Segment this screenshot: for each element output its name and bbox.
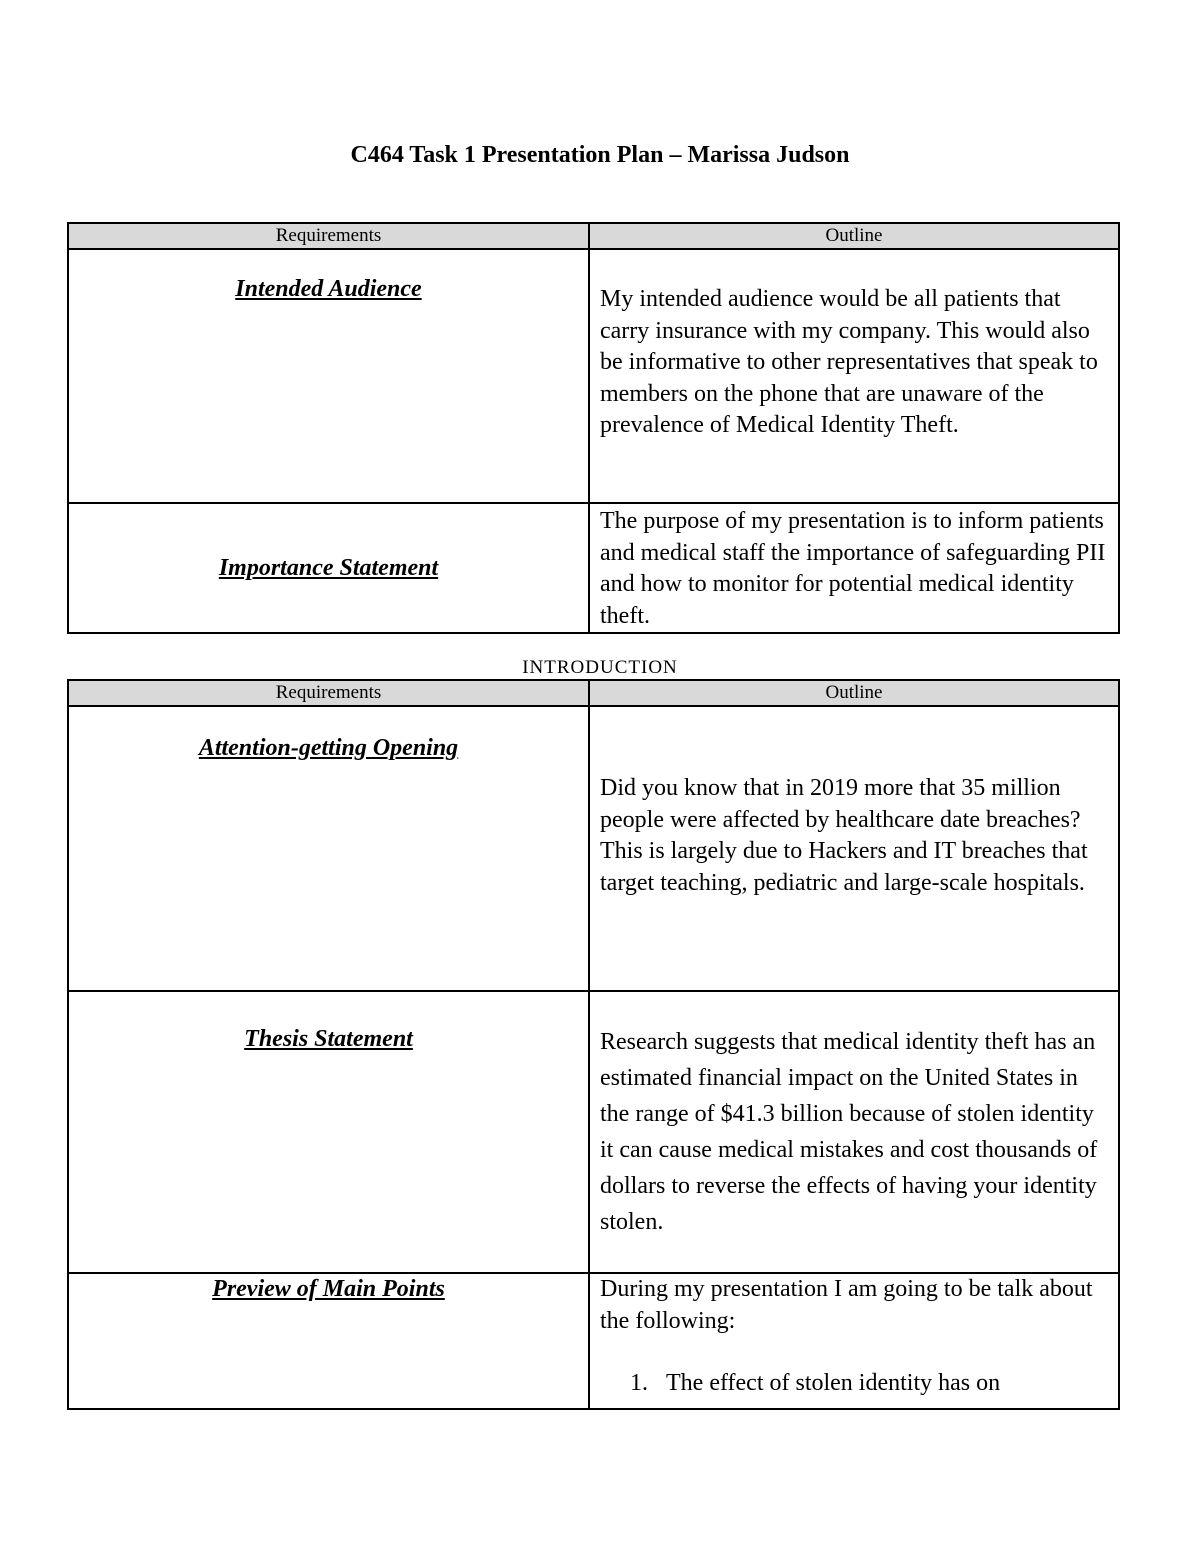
outline-header: Outline: [589, 223, 1119, 249]
table-header-row: [68, 680, 1119, 706]
outline-cell: [589, 503, 1119, 633]
outline-cell: [589, 706, 1119, 991]
requirement-label-attention-opening: Attention-getting Opening: [198, 735, 459, 761]
table-row: [68, 706, 1119, 991]
outline-cell: [589, 991, 1119, 1273]
table-row: [68, 1273, 1119, 1409]
list-item: [590, 1368, 1118, 1400]
list-item-text: The effect of stolen identity has on: [666, 1370, 1001, 1396]
outline-text-importance-statement: The purpose of my presentation is to inform patients and medical staff the importance of safeguarding PII and how to monitor for potential medical identity theft.: [600, 508, 1106, 629]
audience-table: [67, 222, 1120, 634]
outline-header: Outline: [589, 680, 1119, 706]
outline-text-thesis-statement: Research suggests that medical identity theft has an estimated financial impact on the United States in the range of $41.3 billion because of stolen identity it can cause medical mistakes and cost thousands of dollars to reverse the effects of having your identity stolen.: [600, 1029, 1098, 1235]
table-header-row: [68, 223, 1119, 249]
requirement-cell: [68, 503, 589, 633]
table-row: [68, 503, 1119, 633]
outline-text-attention-opening: Did you know that in 2019 more that 35 million people were affected by healthcare date breaches? This is largely due to Hackers and IT breaches that target teaching, pediatric and large-scale hospitals.: [600, 775, 1088, 896]
requirement-label-importance-statement: Importance Statement: [218, 554, 439, 581]
requirement-cell: [68, 706, 589, 991]
requirement-label-intended-audience: Intended Audience: [235, 276, 422, 302]
requirement-cell: [68, 1273, 589, 1409]
table-row: [68, 249, 1119, 503]
outline-text-intended-audience: My intended audience would be all patients that carry insurance with my company. This would also be informative to other representatives that speak to members on the phone that are unaware of the prevalence of Medical Identity Theft.: [600, 286, 1098, 438]
requirement-label-preview-main-points: Preview of Main Points: [212, 1276, 445, 1302]
list-item-number: 1.: [630, 1370, 648, 1396]
outline-cell: [589, 1273, 1119, 1409]
page-title: C464 Task 1 Presentation Plan – Marissa Judson: [350, 142, 850, 168]
requirements-header: Requirements: [68, 223, 589, 249]
outline-text-preview-main-points: During my presentation I am going to be talk about the following:: [600, 1276, 1093, 1334]
requirements-header: Requirements: [68, 680, 589, 706]
requirement-cell: [68, 249, 589, 503]
table-row: [68, 991, 1119, 1273]
requirement-label-thesis-statement: Thesis Statement: [244, 1026, 413, 1052]
requirement-cell: [68, 991, 589, 1273]
section-heading: INTRODUCTION: [522, 657, 678, 678]
outline-cell: [589, 249, 1119, 503]
introduction-table: [67, 679, 1120, 1410]
